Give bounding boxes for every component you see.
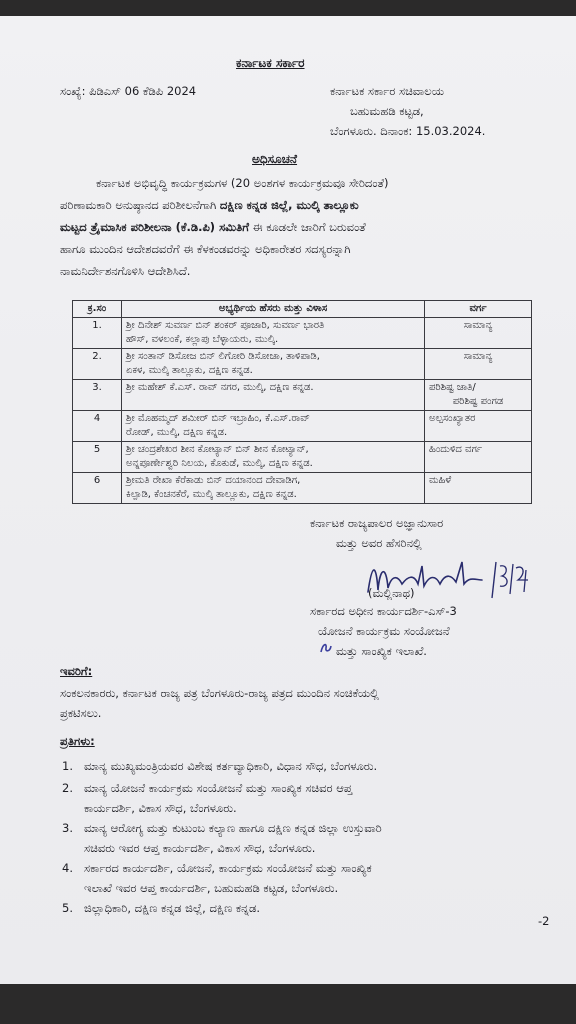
cell-category: ಪರಿಶಿಷ್ಟ ಜಾತಿ/ ಪರಿಶಿಷ್ಟ ಪಂಗಡ <box>425 380 532 411</box>
cell-category: ಮಹಿಳೆ <box>425 473 532 504</box>
notification-para-line2: ಪರಿಣಾಮಕಾರಿ ಅನುಷ್ಠಾನದ ಪರಿಶೀಲನೆಗಾಗಿ ದಕ್ಷಿಣ ಕನ್ನಡ ಜಿಲ್ಲೆ, ಮುಲ್ಕಿ ತಾಲ್ಲೂಕು <box>60 198 359 212</box>
recipients-line2: ಪ್ರಕಟಿಸಲು. <box>60 706 102 720</box>
signatory-designation-line2: ಯೋಜನೆ ಕಾರ್ಯಕ್ರಮ ಸಂಯೋಜನೆ <box>318 624 450 638</box>
office-address-line1: ಕರ್ನಾಟಕ ಸರ್ಕಾರ ಸಚಿವಾಲಯ <box>330 84 445 98</box>
table-row <box>73 473 532 504</box>
notification-para-line1: ಕರ್ನಾಟಕ ಅಭಿವೃದ್ಧಿ ಕಾರ್ಯಕ್ರಮಗಳ (20 ಅಂಶಗಳ ಕಾರ್ಯಕ್ರಮವೂ ಸೇರಿದಂತೆ) <box>96 176 389 190</box>
copies-heading: ಪ್ರತಿಗಳು: <box>60 734 95 748</box>
table-row <box>73 442 532 473</box>
cell-name-address: ಶ್ರೀ ದಿನೇಶ್ ಸುವರ್ಣ ಬಿನ್ ಶಂಕರ್ ಪೂಜಾರಿ, ಸುವರ್ಣ ಭಾರತಿ ಹೌಸ್, ವಳಲಂಕೆ, ಕಲ್ಲಾಪು ಬೆಳ್ಳಾಯರು, ಮುಲ್ಕಿ. <box>122 318 425 349</box>
cell-name-address: ಶ್ರೀ ಚಂದ್ರಶೇಖರ ಶೀನ ಕೋಟ್ಯಾನ್ ಬಿನ್ ಶೀನ ಕೋಟ್ಯಾನ್, ಅನ್ನಪೂರ್ಣೇಶ್ವರಿ ನಿಲಯ, ಕೊಕುಡೆ, ಮುಲ್ಕಿ, ದಕ್ಷಿಣ ಕನ್ನಡ. <box>122 442 425 473</box>
copies-list-item: 4. ಸರ್ಕಾರದ ಕಾರ್ಯದರ್ಶಿ, ಯೋಜನೆ, ಕಾರ್ಯಕ್ರಮ ಸಂಯೋಜನೆ ಮತ್ತು ಸಾಂಖ್ಯಿಕ ಇಲಾಖೆ ಇವರ ಆಪ್ತ ಕಾರ್ಯದರ್ಶಿ, ಬಹುಮಹಡಿ ಕಟ್ಟಡ, ಬೆಂಗಳೂರು. <box>62 861 372 895</box>
reference-number: ಸಂಖ್ಯೆ: ಪಿಡಿಎಸ್ 06 ಕೆಡಿಪಿ 2024 <box>60 84 197 98</box>
cell-category: ಸಾಮಾನ್ಯ <box>425 349 532 380</box>
column-header-category: ವರ್ಗ <box>425 301 532 318</box>
nominee-table <box>72 300 532 504</box>
cell-category: ಸಾಮಾನ್ಯ <box>425 318 532 349</box>
document-page <box>0 16 576 984</box>
cell-serial: 5 <box>73 442 122 473</box>
signatory-name: (ಮಲ್ಲಿನಾಥ) <box>368 586 415 600</box>
copies-list-item: 1. ಮಾನ್ಯ ಮುಖ್ಯಮಂತ್ರಿಯವರ ವಿಶೇಷ ಕರ್ತವ್ಯಾಧಿಕಾರಿ, ವಿಧಾನ ಸೌಧ, ಬೆಂಗಳೂರು. <box>62 759 378 773</box>
recipients-line1: ಸಂಕಲನಕಾರರು, ಕರ್ನಾಟಕ ರಾಜ್ಯ ಪತ್ರ ಬೆಂಗಳೂರು-ರಾಜ್ಯ ಪತ್ರದ ಮುಂದಿನ ಸಂಚಿಕೆಯಲ್ಲಿ <box>60 686 379 700</box>
office-date-line: ಬೆಂಗಳೂರು. ದಿನಾಂಕ: 15.03.2024. <box>330 124 486 138</box>
table-header-row <box>73 301 532 318</box>
table-row <box>73 349 532 380</box>
office-address-line2: ಬಹುಮಹಡಿ ಕಟ್ಟಡ, <box>350 104 424 118</box>
notification-para-line4: ಹಾಗೂ ಮುಂದಿನ ಆದೇಶದವರೆಗೆ ಈ ಕೆಳಕಂಡವರನ್ನು ಅಧಿಕಾರೇತರ ಸದಸ್ಯರನ್ನಾಗಿ <box>60 242 351 256</box>
column-header-serial: ಕ್ರ.ಸಂ <box>73 301 122 318</box>
copies-list-item: 2. ಮಾನ್ಯ ಯೋಜನೆ ಕಾರ್ಯಕ್ರಮ ಸಂಯೋಜನೆ ಮತ್ತು ಸಾಂಖ್ಯಿಕ ಸಚಿವರ ಆಪ್ತ ಕಾರ್ಯದರ್ಶಿ, ವಿಕಾಸ ಸೌಧ, ಬೆಂಗಳೂರು. <box>62 781 353 815</box>
cell-serial: 2. <box>73 349 122 380</box>
table-row <box>73 318 532 349</box>
page-title: ಕರ್ನಾಟಕ ಸರ್ಕಾರ <box>236 56 305 70</box>
cell-category: ಹಿಂದುಳಿದ ವರ್ಗ <box>425 442 532 473</box>
ink-mark-icon <box>318 640 334 656</box>
cell-category: ಅಲ್ಪಸಂಖ್ಯಾತರ <box>425 411 532 442</box>
notification-heading: ಅಧಿಸೂಚನೆ <box>252 152 298 166</box>
cell-serial: 6 <box>73 473 122 504</box>
cell-serial: 3. <box>73 380 122 411</box>
copies-list-item: 3. ಮಾನ್ಯ ಆರೋಗ್ಯ ಮತ್ತು ಕುಟುಂಬ ಕಲ್ಯಾಣ ಹಾಗೂ ದಕ್ಷಿಣ ಕನ್ನಡ ಜಿಲ್ಲಾ ಉಸ್ತುವಾರಿ ಸಚಿವರು ಇವರ ಆಪ್ತ ಕಾರ್ಯದರ್ಶಿ, ವಿಕಾಸ ಸೌಧ, ಬೆಂಗಳೂರು. <box>62 821 382 855</box>
cell-name-address: ಶ್ರೀಮತಿ ರೇಖಾ ಕೆರೆಕಾಡು ಬಿನ್ ದಯಾನಂದ ದೇವಾಡಿಗ, ಕಿಲ್ಪಾಡಿ, ಕೆಂಚನಕೆರೆ, ಮುಲ್ಕಿ ತಾಲ್ಲೂಕು, ದಕ್ಷಿಣ ಕನ್ನಡ. <box>122 473 425 504</box>
cell-serial: 1. <box>73 318 122 349</box>
table-row <box>73 411 532 442</box>
recipients-heading: ಇವರಿಗೆ: <box>60 664 93 678</box>
page-marker: -2 <box>538 914 550 928</box>
table-row <box>73 380 532 411</box>
cell-serial: 4 <box>73 411 122 442</box>
signature-authority-line1: ಕರ್ನಾಟಕ ರಾಜ್ಯಪಾಲರ ಅಜ್ಞಾನುಸಾರ <box>310 516 444 530</box>
column-header-name-address: ಅಭ್ಯರ್ಥಿಯ ಹೆಸರು ಮತ್ತು ವಿಳಾಸ <box>122 301 425 318</box>
cell-name-address: ಶ್ರೀ ಮೊಹಮ್ಮದ್ ಶಮೀರ್ ಬಿನ್ ಇಬ್ರಾಹಿಂ, ಕೆ.ಎಸ್.ರಾವ್ ರೋಡ್, ಮುಲ್ಕಿ, ದಕ್ಷಿಣ ಕನ್ನಡ. <box>122 411 425 442</box>
notification-para-line5: ನಾಮನಿರ್ದೇಶನಗೊಳಿಸಿ ಆದೇಶಿಸಿದೆ. <box>60 264 191 278</box>
cell-name-address: ಶ್ರೀ ಸಂತಾನ್ ಡಿಸೋಜ ಬಿನ್ ಲಿಗೋರಿ ಡಿಸೋಜಾ, ತಾಳಿಪಾಡಿ, ಏಕಳ, ಮುಲ್ಕಿ ತಾಲ್ಲೂಕು, ದಕ್ಷಿಣ ಕನ್ನಡ. <box>122 349 425 380</box>
signature-authority-line2: ಮತ್ತು ಅವರ ಹೆಸರಿನಲ್ಲಿ <box>336 536 422 550</box>
signatory-designation-line1: ಸರ್ಕಾರದ ಅಧೀನ ಕಾರ್ಯದರ್ಶಿ-ಎಸ್-3 <box>310 604 457 618</box>
notification-para-line3: ಮಟ್ಟದ ತ್ರೈಮಾಸಿಕ ಪರಿಶೀಲನಾ (ಕೆ.ಡಿ.ಪಿ) ಸಮಿತಿಗೆ ಈ ಕೂಡಲೇ ಜಾರಿಗೆ ಬರುವಂತೆ <box>60 220 366 234</box>
copies-list-item: 5. ಜಿಲ್ಲಾಧಿಕಾರಿ, ದಕ್ಷಿಣ ಕನ್ನಡ ಜಿಲ್ಲೆ, ದಕ್ಷಿಣ ಕನ್ನಡ. <box>62 901 260 915</box>
cell-name-address: ಶ್ರೀ ಮಹೇಶ್ ಕೆ.ಎಸ್. ರಾವ್ ನಗರ, ಮುಲ್ಕಿ, ದಕ್ಷಿಣ ಕನ್ನಡ. <box>122 380 425 411</box>
signatory-designation-line3: ಮತ್ತು ಸಾಂಖ್ಯಿಕ ಇಲಾಖೆ. <box>336 644 427 658</box>
